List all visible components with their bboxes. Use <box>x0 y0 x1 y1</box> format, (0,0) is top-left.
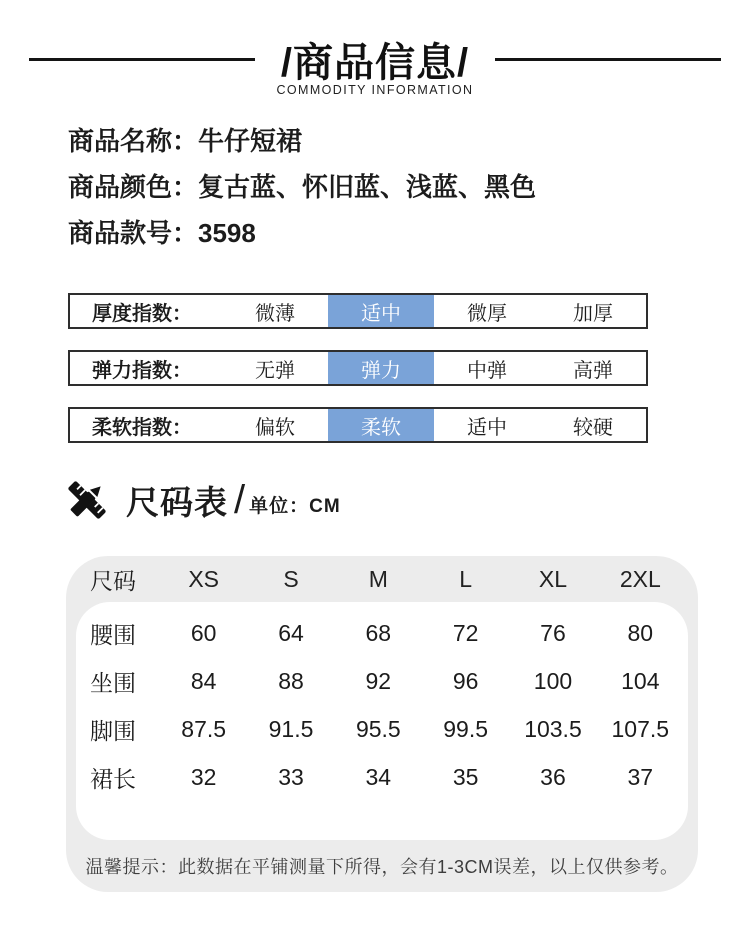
size-column-header: 尺码 <box>90 567 136 594</box>
size-chart-table <box>66 556 698 892</box>
softness-index-bar <box>68 407 648 443</box>
table-value: 76 <box>540 619 566 646</box>
table-row-hip <box>66 657 698 705</box>
page-title: /商品信息/ <box>280 40 470 85</box>
table-row-hem <box>66 705 698 753</box>
table-value: 68 <box>365 619 392 646</box>
size-table-body <box>76 602 688 840</box>
table-value: 88 <box>278 667 304 694</box>
index-bars <box>68 293 648 464</box>
size-column-header: 2XL <box>619 565 661 592</box>
table-value: 103.5 <box>524 715 582 742</box>
table-value: 32 <box>190 763 217 790</box>
product-style-label: 商品款号： <box>68 218 199 248</box>
size-chart-header <box>62 472 341 528</box>
table-value: 33 <box>278 763 304 790</box>
size-table-header-row <box>66 556 698 602</box>
row-label: 坐围 <box>90 669 136 696</box>
product-color-row <box>68 164 536 210</box>
index-option: 高弹 <box>573 359 613 382</box>
size-chart-title: 尺码表 <box>126 483 228 521</box>
row-label: 裙长 <box>90 765 136 792</box>
size-column-header: XS <box>188 565 219 592</box>
table-value: 60 <box>190 619 217 646</box>
index-option: 微厚 <box>467 302 507 325</box>
index-option-active: 适中 <box>328 295 434 327</box>
product-color-value: 复古蓝、怀旧蓝、浅蓝、黑色 <box>198 172 537 202</box>
product-name-label: 商品名称： <box>68 126 199 156</box>
table-value: 84 <box>190 667 217 694</box>
elasticity-index-bar <box>68 350 648 386</box>
product-info <box>68 118 536 256</box>
table-value: 87.5 <box>181 715 227 742</box>
thickness-index-bar <box>68 293 648 329</box>
table-value: 36 <box>540 763 566 790</box>
product-name-value: 牛仔短裙 <box>198 126 303 156</box>
product-color-label: 商品颜色： <box>68 172 199 202</box>
size-chart-unit: 单位：CM <box>249 495 341 517</box>
size-column-header: XL <box>538 565 568 592</box>
index-option-active: 柔软 <box>328 409 434 441</box>
table-value: 34 <box>365 763 392 790</box>
table-value: 37 <box>627 763 654 790</box>
title-right-rule <box>495 58 721 61</box>
size-column-header: M <box>368 565 388 592</box>
size-column-header: L <box>459 565 473 592</box>
table-value: 107.5 <box>611 715 670 742</box>
index-option: 微薄 <box>255 302 295 325</box>
table-value: 96 <box>452 667 479 694</box>
title-row <box>0 38 750 85</box>
product-name-row <box>68 118 536 164</box>
table-value: 91.5 <box>268 715 314 742</box>
product-style-value: 3598 <box>198 218 256 248</box>
index-option: 无弹 <box>255 359 295 382</box>
size-chart-note: 温馨提示：此数据在平铺测量下所得，会有1-3CM误差，以上仅供参考。 <box>85 857 679 877</box>
table-value: 95.5 <box>355 715 401 742</box>
index-option: 加厚 <box>573 302 613 325</box>
product-style-row <box>68 210 536 256</box>
page-header <box>0 38 750 97</box>
table-value: 35 <box>452 763 479 790</box>
table-row-waist <box>66 609 698 657</box>
ruler-pencil-icon <box>62 475 112 525</box>
thickness-index-label: 厚度指数： <box>92 302 192 325</box>
index-option: 偏软 <box>255 416 295 439</box>
table-value: 92 <box>365 667 392 694</box>
elasticity-index-label: 弹力指数： <box>92 359 192 382</box>
table-value: 64 <box>278 619 304 646</box>
size-chart-divider: / <box>234 478 246 522</box>
index-option: 适中 <box>467 416 507 439</box>
index-option: 中弹 <box>467 359 507 382</box>
page-subtitle: COMMODITY INFORMATION <box>276 83 474 97</box>
table-row-length <box>66 753 698 801</box>
index-option-active: 弹力 <box>328 352 434 384</box>
table-value: 100 <box>533 667 573 694</box>
row-label: 腰围 <box>90 621 136 648</box>
index-option: 较硬 <box>573 416 613 439</box>
table-value: 104 <box>621 667 660 694</box>
table-value: 80 <box>627 619 654 646</box>
table-value: 72 <box>452 619 479 646</box>
size-column-header: S <box>283 565 299 592</box>
title-left-rule <box>29 58 255 61</box>
softness-index-label: 柔软指数： <box>92 416 192 439</box>
row-label: 脚围 <box>90 717 136 744</box>
table-value: 99.5 <box>443 715 489 742</box>
